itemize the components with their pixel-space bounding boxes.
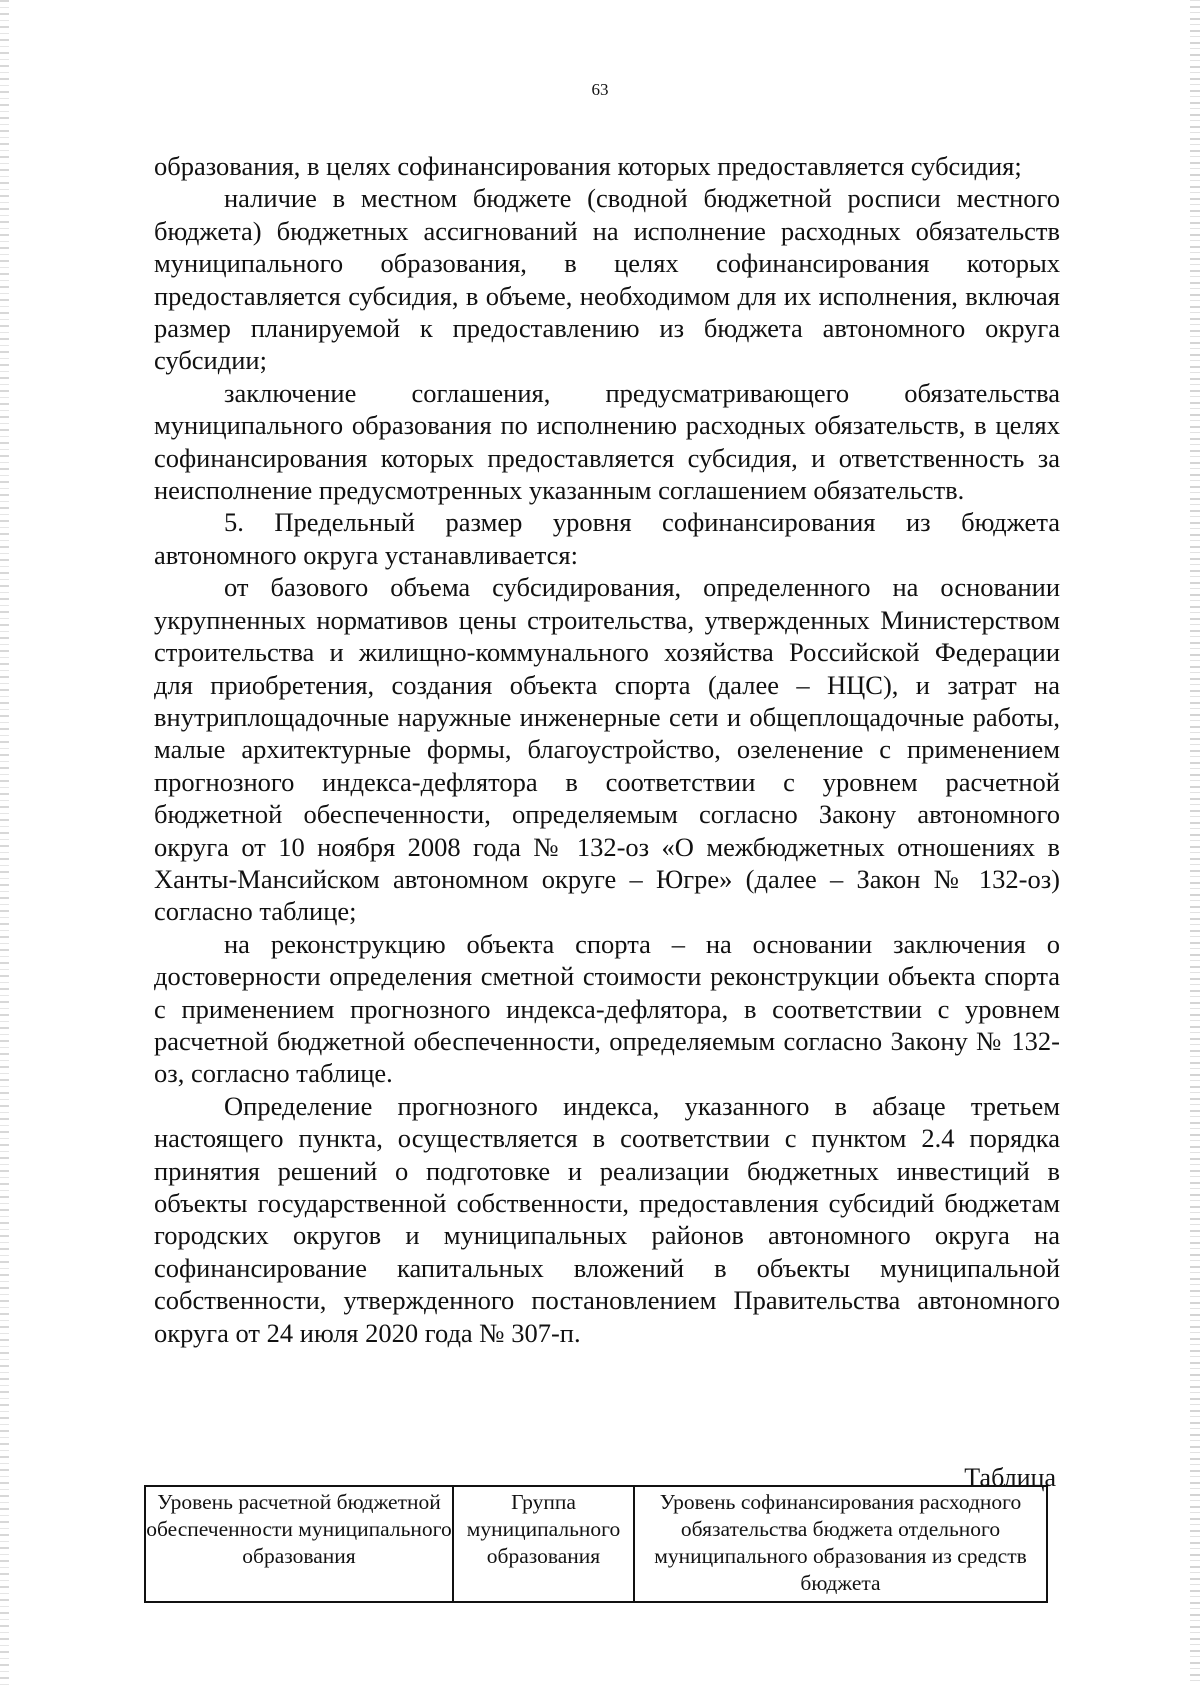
table-caption: Таблица bbox=[964, 1463, 1056, 1492]
paragraph: наличие в местном бюджете (сводной бюджетной росписи местного бюджета) бюджетных ассигнований на исполнение расходных обязательств муниципального образования, в целях софинансирования которых предоставляется субсидия, в объеме, необходимом для их исполнения, включая размер планируемой к предоставлению из бюджета автономного округа субсидии; bbox=[154, 183, 1060, 376]
scan-edge-right bbox=[1190, 0, 1200, 1686]
scan-edge-left bbox=[0, 0, 9, 1686]
paragraph: образования, в целях софинансирования которых предоставляется субсидия; bbox=[154, 151, 1022, 181]
table-bottom-border bbox=[144, 1601, 1048, 1603]
table-header-cell: Группа муниципального образования bbox=[454, 1487, 635, 1603]
cofinancing-table bbox=[144, 1485, 1048, 1603]
paragraph: Определение прогнозного индекса, указанного в абзаце третьем настоящего пункта, осуществляется в соответствии с пунктом 2.4 порядка принятия решений о подготовке и реализации бюджетных инвестиций в объекты государственной собственности, предоставления субсидий бюджетам городских округов и муниципальных районов автономного округа на софинансирование капитальных вложений в объекты муниципальной собственности, утвержденного постановлением Правительства автономного округа от 24 июля 2020 года № 307-п. bbox=[154, 1090, 1060, 1348]
paragraph: заключение соглашения, предусматривающего обязательства муниципального образования по исполнению расходных обязательств, в целях софинансирования которых предоставляется субсидия, и ответственность за неисполнение предусмотренных указанным соглашением обязательств. bbox=[154, 377, 1060, 506]
table-header-cell: Уровень расчетной бюджетной обеспеченности муниципального образования bbox=[146, 1487, 454, 1603]
body-text bbox=[154, 150, 1060, 1349]
paragraph: от базового объема субсидирования, определенного на основании укрупненных нормативов цены строительства, утвержденных Министерством строительства и жилищно-коммунального хозяйства Российской Федерации для приобретения, создания объекта спорта (далее – НЦС), и затрат на внутриплощадочные наружные инженерные сети и общеплощадочные работы, малые архитектурные формы, благоустройство, озеленение с применением прогнозного индекса-дефлятора в соответствии с уровнем расчетной бюджетной обеспеченности, определяемым согласно Закону автономного округа от 10 ноября 2008 года № 132-оз «О межбюджетных отношениях в Ханты-Мансийском автономном округе – Югре» (далее – Закон № 132-оз) согласно таблице; bbox=[154, 572, 1060, 927]
paragraph: на реконструкцию объекта спорта – на основании заключения о достоверности определения сметной стоимости реконструкции объекта спорта с применением прогнозного индекса-дефлятора, в соответствии с уровнем расчетной бюджетной обеспеченности, определяемым согласно Закону № 132-оз, согласно таблице. bbox=[154, 928, 1060, 1089]
paragraph: 5. Предельный размер уровня софинансирования из бюджета автономного округа устанавливается: bbox=[154, 507, 1060, 570]
table-header-cell: Уровень софинансирования расходного обязательства бюджета отдельного муниципального образования из средств бюджета bbox=[654, 1490, 1027, 1595]
page-number: 63 bbox=[591, 80, 609, 99]
